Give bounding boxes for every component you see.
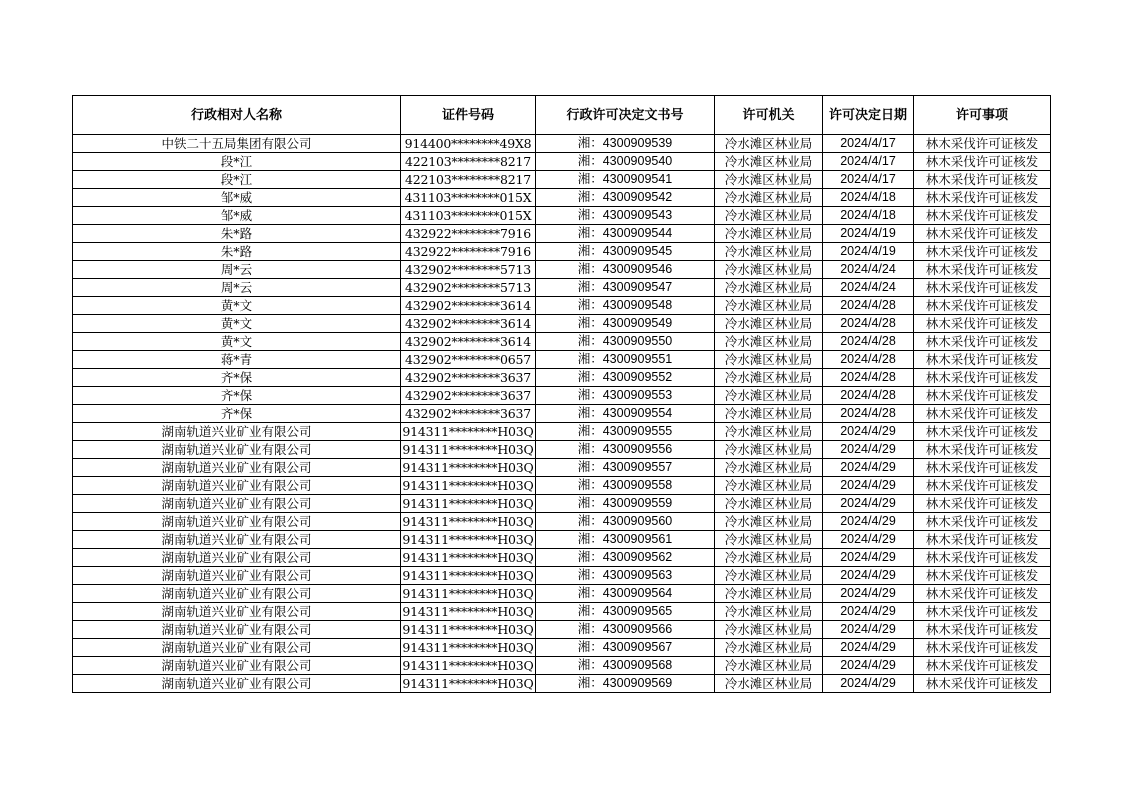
- cell-authority: 冷水滩区林业局: [715, 639, 823, 657]
- cell-decision-date: 2024/4/24: [823, 261, 914, 279]
- cell-party-name: 齐*保: [73, 369, 401, 387]
- cell-decision-date: 2024/4/29: [823, 549, 914, 567]
- cell-decision-doc-number: 湘：4300909560: [536, 513, 715, 531]
- cell-decision-doc-number: 湘：4300909563: [536, 567, 715, 585]
- cell-id-number: 432902********3637: [401, 369, 536, 387]
- cell-authority: 冷水滩区林业局: [715, 531, 823, 549]
- cell-decision-date: 2024/4/28: [823, 315, 914, 333]
- cell-permit-item: 林木采伐许可证核发: [914, 315, 1051, 333]
- cell-permit-item: 林木采伐许可证核发: [914, 207, 1051, 225]
- cell-id-number: 432902********5713: [401, 261, 536, 279]
- cell-authority: 冷水滩区林业局: [715, 297, 823, 315]
- cell-party-name: 湖南轨道兴业矿业有限公司: [73, 675, 401, 693]
- cell-permit-item: 林木采伐许可证核发: [914, 531, 1051, 549]
- cell-decision-doc-number: 湘：4300909547: [536, 279, 715, 297]
- cell-decision-date: 2024/4/18: [823, 189, 914, 207]
- table-row: [73, 387, 1051, 405]
- cell-id-number: 432922********7916: [401, 243, 536, 261]
- cell-permit-item: 林木采伐许可证核发: [914, 495, 1051, 513]
- table-row: [73, 261, 1051, 279]
- cell-permit-item: 林木采伐许可证核发: [914, 549, 1051, 567]
- cell-party-name: 湖南轨道兴业矿业有限公司: [73, 531, 401, 549]
- table-body: [73, 135, 1051, 693]
- table-row: [73, 549, 1051, 567]
- table-row: [73, 243, 1051, 261]
- cell-party-name: 段*江: [73, 171, 401, 189]
- cell-decision-date: 2024/4/28: [823, 405, 914, 423]
- cell-decision-doc-number: 湘：4300909542: [536, 189, 715, 207]
- table-row: [73, 477, 1051, 495]
- cell-decision-date: 2024/4/29: [823, 675, 914, 693]
- cell-decision-doc-number: 湘：4300909553: [536, 387, 715, 405]
- cell-decision-doc-number: 湘：4300909556: [536, 441, 715, 459]
- header-authority: 许可机关: [715, 96, 823, 135]
- cell-id-number: 914311********H03Q: [402, 550, 534, 565]
- cell-decision-date: 2024/4/17: [823, 135, 914, 153]
- cell-party-name: 齐*保: [73, 387, 401, 405]
- cell-authority: 冷水滩区林业局: [715, 261, 823, 279]
- cell-id-number: 432902********0657: [401, 351, 536, 369]
- cell-decision-doc-number: 湘：4300909543: [536, 207, 715, 225]
- cell-id-number: 914311********H03Q: [402, 478, 534, 493]
- table-row: [73, 225, 1051, 243]
- cell-decision-doc-number: 湘：4300909550: [536, 333, 715, 351]
- cell-permit-item: 林木采伐许可证核发: [914, 603, 1051, 621]
- cell-decision-date: 2024/4/29: [823, 513, 914, 531]
- cell-party-name: 湖南轨道兴业矿业有限公司: [73, 423, 401, 441]
- cell-decision-date: 2024/4/29: [823, 495, 914, 513]
- cell-decision-date: 2024/4/29: [823, 531, 914, 549]
- cell-party-name: 湖南轨道兴业矿业有限公司: [73, 585, 401, 603]
- cell-party-name: 黄*文: [73, 297, 401, 315]
- cell-decision-doc-number: 湘：4300909565: [536, 603, 715, 621]
- cell-authority: 冷水滩区林业局: [715, 549, 823, 567]
- cell-decision-date: 2024/4/29: [823, 567, 914, 585]
- cell-party-name: 湖南轨道兴业矿业有限公司: [73, 639, 401, 657]
- cell-permit-item: 林木采伐许可证核发: [914, 657, 1051, 675]
- header-permit-item: 许可事项: [914, 96, 1051, 135]
- cell-permit-item: 林木采伐许可证核发: [914, 441, 1051, 459]
- cell-party-name: 段*江: [73, 153, 401, 171]
- cell-decision-doc-number: 湘：4300909548: [536, 297, 715, 315]
- cell-party-name: 周*云: [73, 279, 401, 297]
- cell-id-number: 432902********3637: [401, 405, 536, 423]
- cell-authority: 冷水滩区林业局: [715, 567, 823, 585]
- cell-decision-doc-number: 湘：4300909544: [536, 225, 715, 243]
- cell-authority: 冷水滩区林业局: [715, 459, 823, 477]
- cell-permit-item: 林木采伐许可证核发: [914, 567, 1051, 585]
- cell-permit-item: 林木采伐许可证核发: [914, 387, 1051, 405]
- cell-id-number: 914311********H03Q: [402, 586, 534, 601]
- cell-party-name: 湖南轨道兴业矿业有限公司: [73, 657, 401, 675]
- cell-authority: 冷水滩区林业局: [715, 369, 823, 387]
- cell-permit-item: 林木采伐许可证核发: [914, 477, 1051, 495]
- cell-authority: 冷水滩区林业局: [715, 423, 823, 441]
- cell-id-number: 914311********H03Q: [402, 532, 534, 547]
- header-party-name: 行政相对人名称: [73, 96, 401, 135]
- cell-permit-item: 林木采伐许可证核发: [914, 171, 1051, 189]
- cell-decision-date: 2024/4/28: [823, 333, 914, 351]
- cell-party-name: 湖南轨道兴业矿业有限公司: [73, 549, 401, 567]
- cell-decision-date: 2024/4/29: [823, 585, 914, 603]
- cell-party-name: 中铁二十五局集团有限公司: [73, 135, 401, 153]
- cell-decision-date: 2024/4/17: [823, 171, 914, 189]
- table-row: [73, 603, 1051, 621]
- cell-permit-item: 林木采伐许可证核发: [914, 153, 1051, 171]
- cell-authority: 冷水滩区林业局: [715, 513, 823, 531]
- cell-decision-doc-number: 湘：4300909567: [536, 639, 715, 657]
- table-row: [73, 567, 1051, 585]
- cell-decision-doc-number: 湘：4300909558: [536, 477, 715, 495]
- table-row: [73, 513, 1051, 531]
- header-decision-doc-number: 行政许可决定文书号: [536, 96, 715, 135]
- cell-authority: 冷水滩区林业局: [715, 153, 823, 171]
- table-row: [73, 531, 1051, 549]
- cell-authority: 冷水滩区林业局: [715, 333, 823, 351]
- cell-decision-date: 2024/4/28: [823, 369, 914, 387]
- cell-id-number: 914311********H03Q: [402, 622, 534, 637]
- cell-decision-doc-number: 湘：4300909545: [536, 243, 715, 261]
- cell-id-number: 431103********015X: [401, 207, 536, 225]
- cell-id-number: 914311********H03Q: [402, 676, 534, 691]
- cell-decision-date: 2024/4/24: [823, 279, 914, 297]
- cell-decision-date: 2024/4/29: [823, 477, 914, 495]
- cell-authority: 冷水滩区林业局: [715, 603, 823, 621]
- cell-decision-doc-number: 湘：4300909566: [536, 621, 715, 639]
- cell-id-number: 914311********H03Q: [402, 442, 534, 457]
- cell-authority: 冷水滩区林业局: [715, 207, 823, 225]
- table-row: [73, 351, 1051, 369]
- cell-decision-date: 2024/4/29: [823, 441, 914, 459]
- cell-authority: 冷水滩区林业局: [715, 171, 823, 189]
- cell-permit-item: 林木采伐许可证核发: [914, 261, 1051, 279]
- cell-party-name: 黄*文: [73, 333, 401, 351]
- table-row: [73, 279, 1051, 297]
- cell-party-name: 湖南轨道兴业矿业有限公司: [73, 477, 401, 495]
- cell-authority: 冷水滩区林业局: [715, 621, 823, 639]
- table-row: [73, 189, 1051, 207]
- cell-id-number: 914400********49X8: [401, 135, 536, 153]
- cell-id-number: 432902********3637: [401, 387, 536, 405]
- cell-permit-item: 林木采伐许可证核发: [914, 225, 1051, 243]
- cell-id-number: 914311********H03Q: [402, 424, 534, 439]
- table-row: [73, 369, 1051, 387]
- table-row: [73, 459, 1051, 477]
- cell-decision-doc-number: 湘：4300909555: [536, 423, 715, 441]
- table-row: [73, 585, 1051, 603]
- cell-permit-item: 林木采伐许可证核发: [914, 621, 1051, 639]
- table-row: [73, 135, 1051, 153]
- table-row: [73, 297, 1051, 315]
- cell-decision-doc-number: 湘：4300909557: [536, 459, 715, 477]
- cell-decision-doc-number: 湘：4300909569: [536, 675, 715, 693]
- cell-id-number: 914311********H03Q: [402, 568, 534, 583]
- cell-decision-doc-number: 湘：4300909568: [536, 657, 715, 675]
- cell-decision-doc-number: 湘：4300909539: [536, 135, 715, 153]
- cell-decision-date: 2024/4/29: [823, 621, 914, 639]
- cell-decision-date: 2024/4/29: [823, 423, 914, 441]
- table-row: [73, 153, 1051, 171]
- cell-permit-item: 林木采伐许可证核发: [914, 423, 1051, 441]
- cell-decision-date: 2024/4/17: [823, 153, 914, 171]
- table-row: [73, 333, 1051, 351]
- table-row: [73, 207, 1051, 225]
- table-row: [73, 315, 1051, 333]
- cell-authority: 冷水滩区林业局: [715, 351, 823, 369]
- cell-party-name: 朱*路: [73, 243, 401, 261]
- table-row: [73, 405, 1051, 423]
- table-row: [73, 639, 1051, 657]
- cell-decision-doc-number: 湘：4300909559: [536, 495, 715, 513]
- cell-permit-item: 林木采伐许可证核发: [914, 243, 1051, 261]
- table-row: [73, 675, 1051, 693]
- cell-permit-item: 林木采伐许可证核发: [914, 405, 1051, 423]
- cell-authority: 冷水滩区林业局: [715, 495, 823, 513]
- cell-decision-doc-number: 湘：4300909552: [536, 369, 715, 387]
- cell-authority: 冷水滩区林业局: [715, 405, 823, 423]
- cell-permit-item: 林木采伐许可证核发: [914, 585, 1051, 603]
- cell-decision-doc-number: 湘：4300909551: [536, 351, 715, 369]
- cell-party-name: 蒋*青: [73, 351, 401, 369]
- cell-party-name: 湖南轨道兴业矿业有限公司: [73, 603, 401, 621]
- cell-id-number: 422103********8217: [401, 153, 536, 171]
- cell-decision-date: 2024/4/19: [823, 243, 914, 261]
- cell-authority: 冷水滩区林业局: [715, 387, 823, 405]
- cell-id-number: 431103********015X: [401, 189, 536, 207]
- permit-table: [72, 95, 1051, 693]
- cell-decision-date: 2024/4/19: [823, 225, 914, 243]
- cell-decision-doc-number: 湘：4300909540: [536, 153, 715, 171]
- header-id-number: 证件号码: [401, 96, 536, 135]
- cell-id-number: 432902********3614: [401, 297, 536, 315]
- table-row: [73, 657, 1051, 675]
- cell-id-number: 914311********H03Q: [402, 460, 534, 475]
- cell-authority: 冷水滩区林业局: [715, 477, 823, 495]
- header-row: [73, 96, 1051, 135]
- cell-id-number: 432902********3614: [401, 315, 536, 333]
- cell-id-number: 432922********7916: [401, 225, 536, 243]
- cell-permit-item: 林木采伐许可证核发: [914, 279, 1051, 297]
- table-row: [73, 495, 1051, 513]
- cell-decision-doc-number: 湘：4300909564: [536, 585, 715, 603]
- cell-party-name: 邹*威: [73, 189, 401, 207]
- cell-decision-date: 2024/4/29: [823, 639, 914, 657]
- cell-authority: 冷水滩区林业局: [715, 189, 823, 207]
- cell-permit-item: 林木采伐许可证核发: [914, 333, 1051, 351]
- cell-party-name: 湖南轨道兴业矿业有限公司: [73, 495, 401, 513]
- cell-id-number: 914311********H03Q: [402, 496, 534, 511]
- cell-party-name: 湖南轨道兴业矿业有限公司: [73, 567, 401, 585]
- cell-permit-item: 林木采伐许可证核发: [914, 189, 1051, 207]
- cell-decision-doc-number: 湘：4300909561: [536, 531, 715, 549]
- cell-permit-item: 林木采伐许可证核发: [914, 675, 1051, 693]
- cell-party-name: 湖南轨道兴业矿业有限公司: [73, 459, 401, 477]
- cell-decision-date: 2024/4/29: [823, 657, 914, 675]
- cell-decision-date: 2024/4/28: [823, 297, 914, 315]
- cell-party-name: 湖南轨道兴业矿业有限公司: [73, 513, 401, 531]
- cell-party-name: 湖南轨道兴业矿业有限公司: [73, 621, 401, 639]
- cell-authority: 冷水滩区林业局: [715, 675, 823, 693]
- cell-permit-item: 林木采伐许可证核发: [914, 513, 1051, 531]
- cell-permit-item: 林木采伐许可证核发: [914, 369, 1051, 387]
- cell-decision-date: 2024/4/28: [823, 387, 914, 405]
- cell-authority: 冷水滩区林业局: [715, 315, 823, 333]
- cell-authority: 冷水滩区林业局: [715, 585, 823, 603]
- cell-id-number: 432902********5713: [401, 279, 536, 297]
- cell-authority: 冷水滩区林业局: [715, 225, 823, 243]
- header-decision-date: 许可决定日期: [823, 96, 914, 135]
- cell-decision-date: 2024/4/18: [823, 207, 914, 225]
- cell-id-number: 914311********H03Q: [402, 658, 534, 673]
- cell-decision-doc-number: 湘：4300909554: [536, 405, 715, 423]
- table-row: [73, 621, 1051, 639]
- cell-permit-item: 林木采伐许可证核发: [914, 459, 1051, 477]
- cell-decision-doc-number: 湘：4300909541: [536, 171, 715, 189]
- cell-id-number: 914311********H03Q: [402, 514, 534, 529]
- cell-permit-item: 林木采伐许可证核发: [914, 351, 1051, 369]
- cell-permit-item: 林木采伐许可证核发: [914, 639, 1051, 657]
- cell-party-name: 周*云: [73, 261, 401, 279]
- cell-party-name: 齐*保: [73, 405, 401, 423]
- table-row: [73, 423, 1051, 441]
- table-row: [73, 441, 1051, 459]
- cell-party-name: 朱*路: [73, 225, 401, 243]
- cell-party-name: 黄*文: [73, 315, 401, 333]
- cell-id-number: 422103********8217: [401, 171, 536, 189]
- cell-id-number: 914311********H03Q: [402, 604, 534, 619]
- cell-decision-date: 2024/4/28: [823, 351, 914, 369]
- cell-authority: 冷水滩区林业局: [715, 243, 823, 261]
- cell-decision-date: 2024/4/29: [823, 603, 914, 621]
- cell-id-number: 432902********3614: [401, 333, 536, 351]
- cell-authority: 冷水滩区林业局: [715, 441, 823, 459]
- cell-authority: 冷水滩区林业局: [715, 657, 823, 675]
- cell-party-name: 邹*威: [73, 207, 401, 225]
- cell-decision-doc-number: 湘：4300909549: [536, 315, 715, 333]
- cell-id-number: 914311********H03Q: [402, 640, 534, 655]
- table-row: [73, 171, 1051, 189]
- cell-party-name: 湖南轨道兴业矿业有限公司: [73, 441, 401, 459]
- cell-permit-item: 林木采伐许可证核发: [914, 297, 1051, 315]
- cell-authority: 冷水滩区林业局: [715, 279, 823, 297]
- cell-decision-doc-number: 湘：4300909562: [536, 549, 715, 567]
- cell-permit-item: 林木采伐许可证核发: [914, 135, 1051, 153]
- cell-decision-doc-number: 湘：4300909546: [536, 261, 715, 279]
- cell-decision-date: 2024/4/29: [823, 459, 914, 477]
- cell-authority: 冷水滩区林业局: [715, 135, 823, 153]
